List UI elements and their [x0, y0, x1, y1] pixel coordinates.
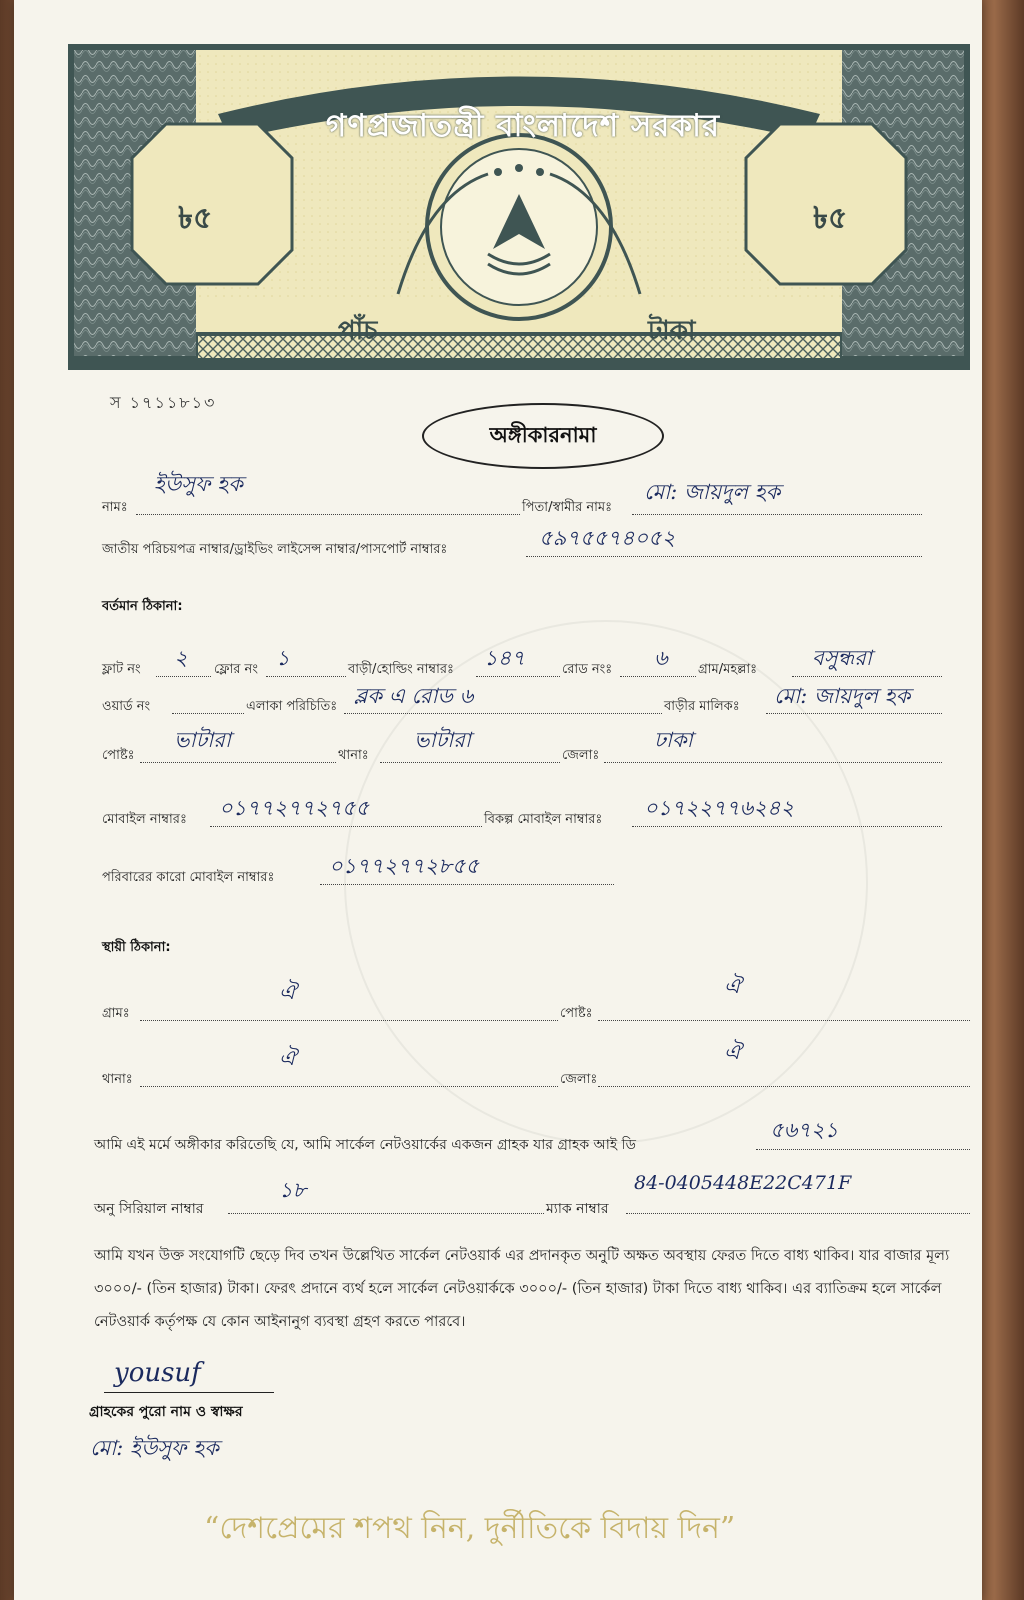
perm-post-label: পোষ্টঃ — [560, 1006, 593, 1021]
terms-paragraph: আমি যখন উক্ত সংযোগটি ছেড়ে দিব তখন উল্লেখিত সার্কেল নেটওয়ার্ক এর প্রদানকৃত অনুটি অক্ষত অবস্থায় ফেরত দিতে বাধ্য থাকিব। যার বাজার মূল্য ৩০০০/- (তিন হাজার) টাকা। ফেরৎ প্রদানে ব্যর্থ হলে সার্কেল নেটওয়ার্ককে ৩০০০/- (তিন হাজার) টাকা দিতে বাধ্য থাকিব। এর ব্যাতিক্রম হলে সার্কেল নেটওয়ার্ক কর্তৃপক্ষ যে কোন আইনানুগ ব্যবস্থা গ্রহণ করতে পারবে। — [94, 1248, 950, 1330]
father-label: পিতা/স্বামীর নামঃ — [522, 500, 613, 515]
road-value: ৬ — [654, 646, 668, 670]
post-line — [140, 762, 336, 763]
perm-post-line — [598, 1020, 970, 1021]
nid-value: ৫৯৭৫৫৭৪০৫২ — [539, 526, 676, 550]
form-title: অঙ্গীকারনামা — [422, 403, 664, 469]
perm-thana-label: থানাঃ — [102, 1072, 133, 1087]
district-value: ঢাকা — [654, 728, 693, 752]
permanent-address-heading: স্থায়ী ঠিকানা: — [102, 940, 171, 955]
perm-district-value: ঐ — [724, 1040, 741, 1064]
house-label: বাড়ী/হোল্ডিং নাম্বারঃ — [348, 662, 454, 677]
ward-label: ওয়ার্ড নং — [102, 699, 151, 714]
serial-number: স ১৭১১৮১৩ — [110, 393, 217, 412]
owner-label: বাড়ীর মালিকঃ — [664, 699, 740, 714]
customer-signature: yousuf — [114, 1358, 201, 1388]
house-value: ১৪৭ — [484, 646, 525, 670]
district-line — [604, 762, 942, 763]
perm-village-label: গ্রামঃ — [102, 1006, 130, 1021]
anti-corruption-motto: “দেশপ্রেমের শপথ নিন, দুর্নীতিকে বিদায় দিন” — [204, 1511, 736, 1546]
customer-full-name: মো: ইউসুফ হক — [90, 1436, 219, 1460]
stamp-word-left: পাঁচ — [338, 316, 378, 346]
stamp-value-right: ৳৫ — [813, 201, 848, 236]
perm-thana-value: ঐ — [279, 1046, 296, 1070]
floor-value: ১ — [276, 646, 290, 670]
village-value: বসুন্ধরা — [812, 646, 872, 670]
onu-serial-line — [228, 1213, 544, 1214]
mobile-value: ০১৭৭২৭৭২৭৫৫ — [219, 796, 370, 820]
stamp-value-left: ৳৫ — [178, 201, 213, 236]
onu-serial-label: অনু সিরিয়াল নাম্বার — [94, 1201, 204, 1217]
stamp-title: গণপ্রজাতন্ত্রী বাংলাদেশ সরকার — [325, 108, 721, 144]
father-line — [632, 514, 922, 515]
thana-label: থানাঃ — [338, 748, 369, 763]
mobile-label: মোবাইল নাম্বারঃ — [102, 812, 187, 827]
ward-line — [172, 713, 244, 714]
nid-label: জাতীয় পরিচয়পত্র নাম্বার/ড্রাইভিং লাইসেন্স নাম্বার/পাসপোর্ট নাম্বারঃ — [102, 542, 448, 557]
mac-value: 84-0405448E22C471F — [634, 1172, 852, 1194]
perm-post-value: ঐ — [724, 974, 741, 998]
customer-id-line — [756, 1149, 970, 1150]
area-value: ব্লক এ রোড ৬ — [354, 684, 474, 708]
road-label: রোড নংঃ — [562, 662, 613, 677]
thana-line — [380, 762, 560, 763]
name-value: ইউসুফ হক — [154, 472, 243, 496]
stamp-paper — [14, 0, 982, 1600]
post-value: ভাটারা — [174, 728, 231, 752]
perm-district-label: জেলাঃ — [560, 1072, 598, 1087]
thana-value: ভাটারা — [414, 728, 471, 752]
family-mobile-value: ০১৭৭২৭৭২৮৫৫ — [329, 854, 480, 878]
stamp-word-right: টাকা — [648, 316, 696, 346]
perm-village-value: ঐ — [279, 980, 296, 1004]
signature-line — [104, 1392, 274, 1393]
mac-line — [626, 1213, 970, 1214]
father-value: মো: জায়দুল হক — [644, 480, 781, 504]
perm-district-line — [598, 1086, 970, 1087]
post-label: পোষ্টঃ — [102, 748, 135, 763]
present-address-heading: বর্তমান ঠিকানা: — [102, 599, 183, 614]
agreement-line-label: আমি এই মর্মে অঙ্গীকার করিতেছি যে, আমি সার্কেল নেটওয়ার্কের একজন গ্রাহক যার গ্রাহক আই ডি — [94, 1137, 636, 1153]
owner-value: মো: জায়দুল হক — [774, 684, 911, 708]
area-label: এলাকা পরিচিতিঃ — [246, 699, 338, 714]
onu-serial-value: ১৮ — [279, 1178, 307, 1202]
perm-thana-line — [140, 1086, 558, 1087]
family-mobile-label: পরিবারের কারো মোবাইল নাম্বারঃ — [102, 870, 275, 885]
mac-label: ম্যাক নাম্বার — [546, 1201, 609, 1217]
signature-label: গ্রাহকের পুরো নাম ও স্বাক্ষর — [89, 1404, 243, 1420]
flat-label: ফ্লাট নং — [102, 662, 141, 677]
district-label: জেলাঃ — [562, 748, 600, 763]
perm-village-line — [140, 1020, 558, 1021]
floor-label: ফ্লোর নং — [214, 662, 258, 677]
customer-id-value: ৫৬৭২১ — [770, 1118, 839, 1142]
name-line — [136, 514, 520, 515]
village-label: গ্রাম/মহল্লাঃ — [698, 662, 758, 677]
alt-mobile-label: বিকল্প মোবাইল নাম্বারঃ — [484, 812, 603, 827]
revenue-stamp-header — [68, 44, 970, 370]
name-label: নামঃ — [102, 500, 128, 515]
flat-value: ২ — [174, 646, 188, 670]
alt-mobile-value: ০১৭২২৭৭৬২৪২ — [644, 796, 795, 820]
